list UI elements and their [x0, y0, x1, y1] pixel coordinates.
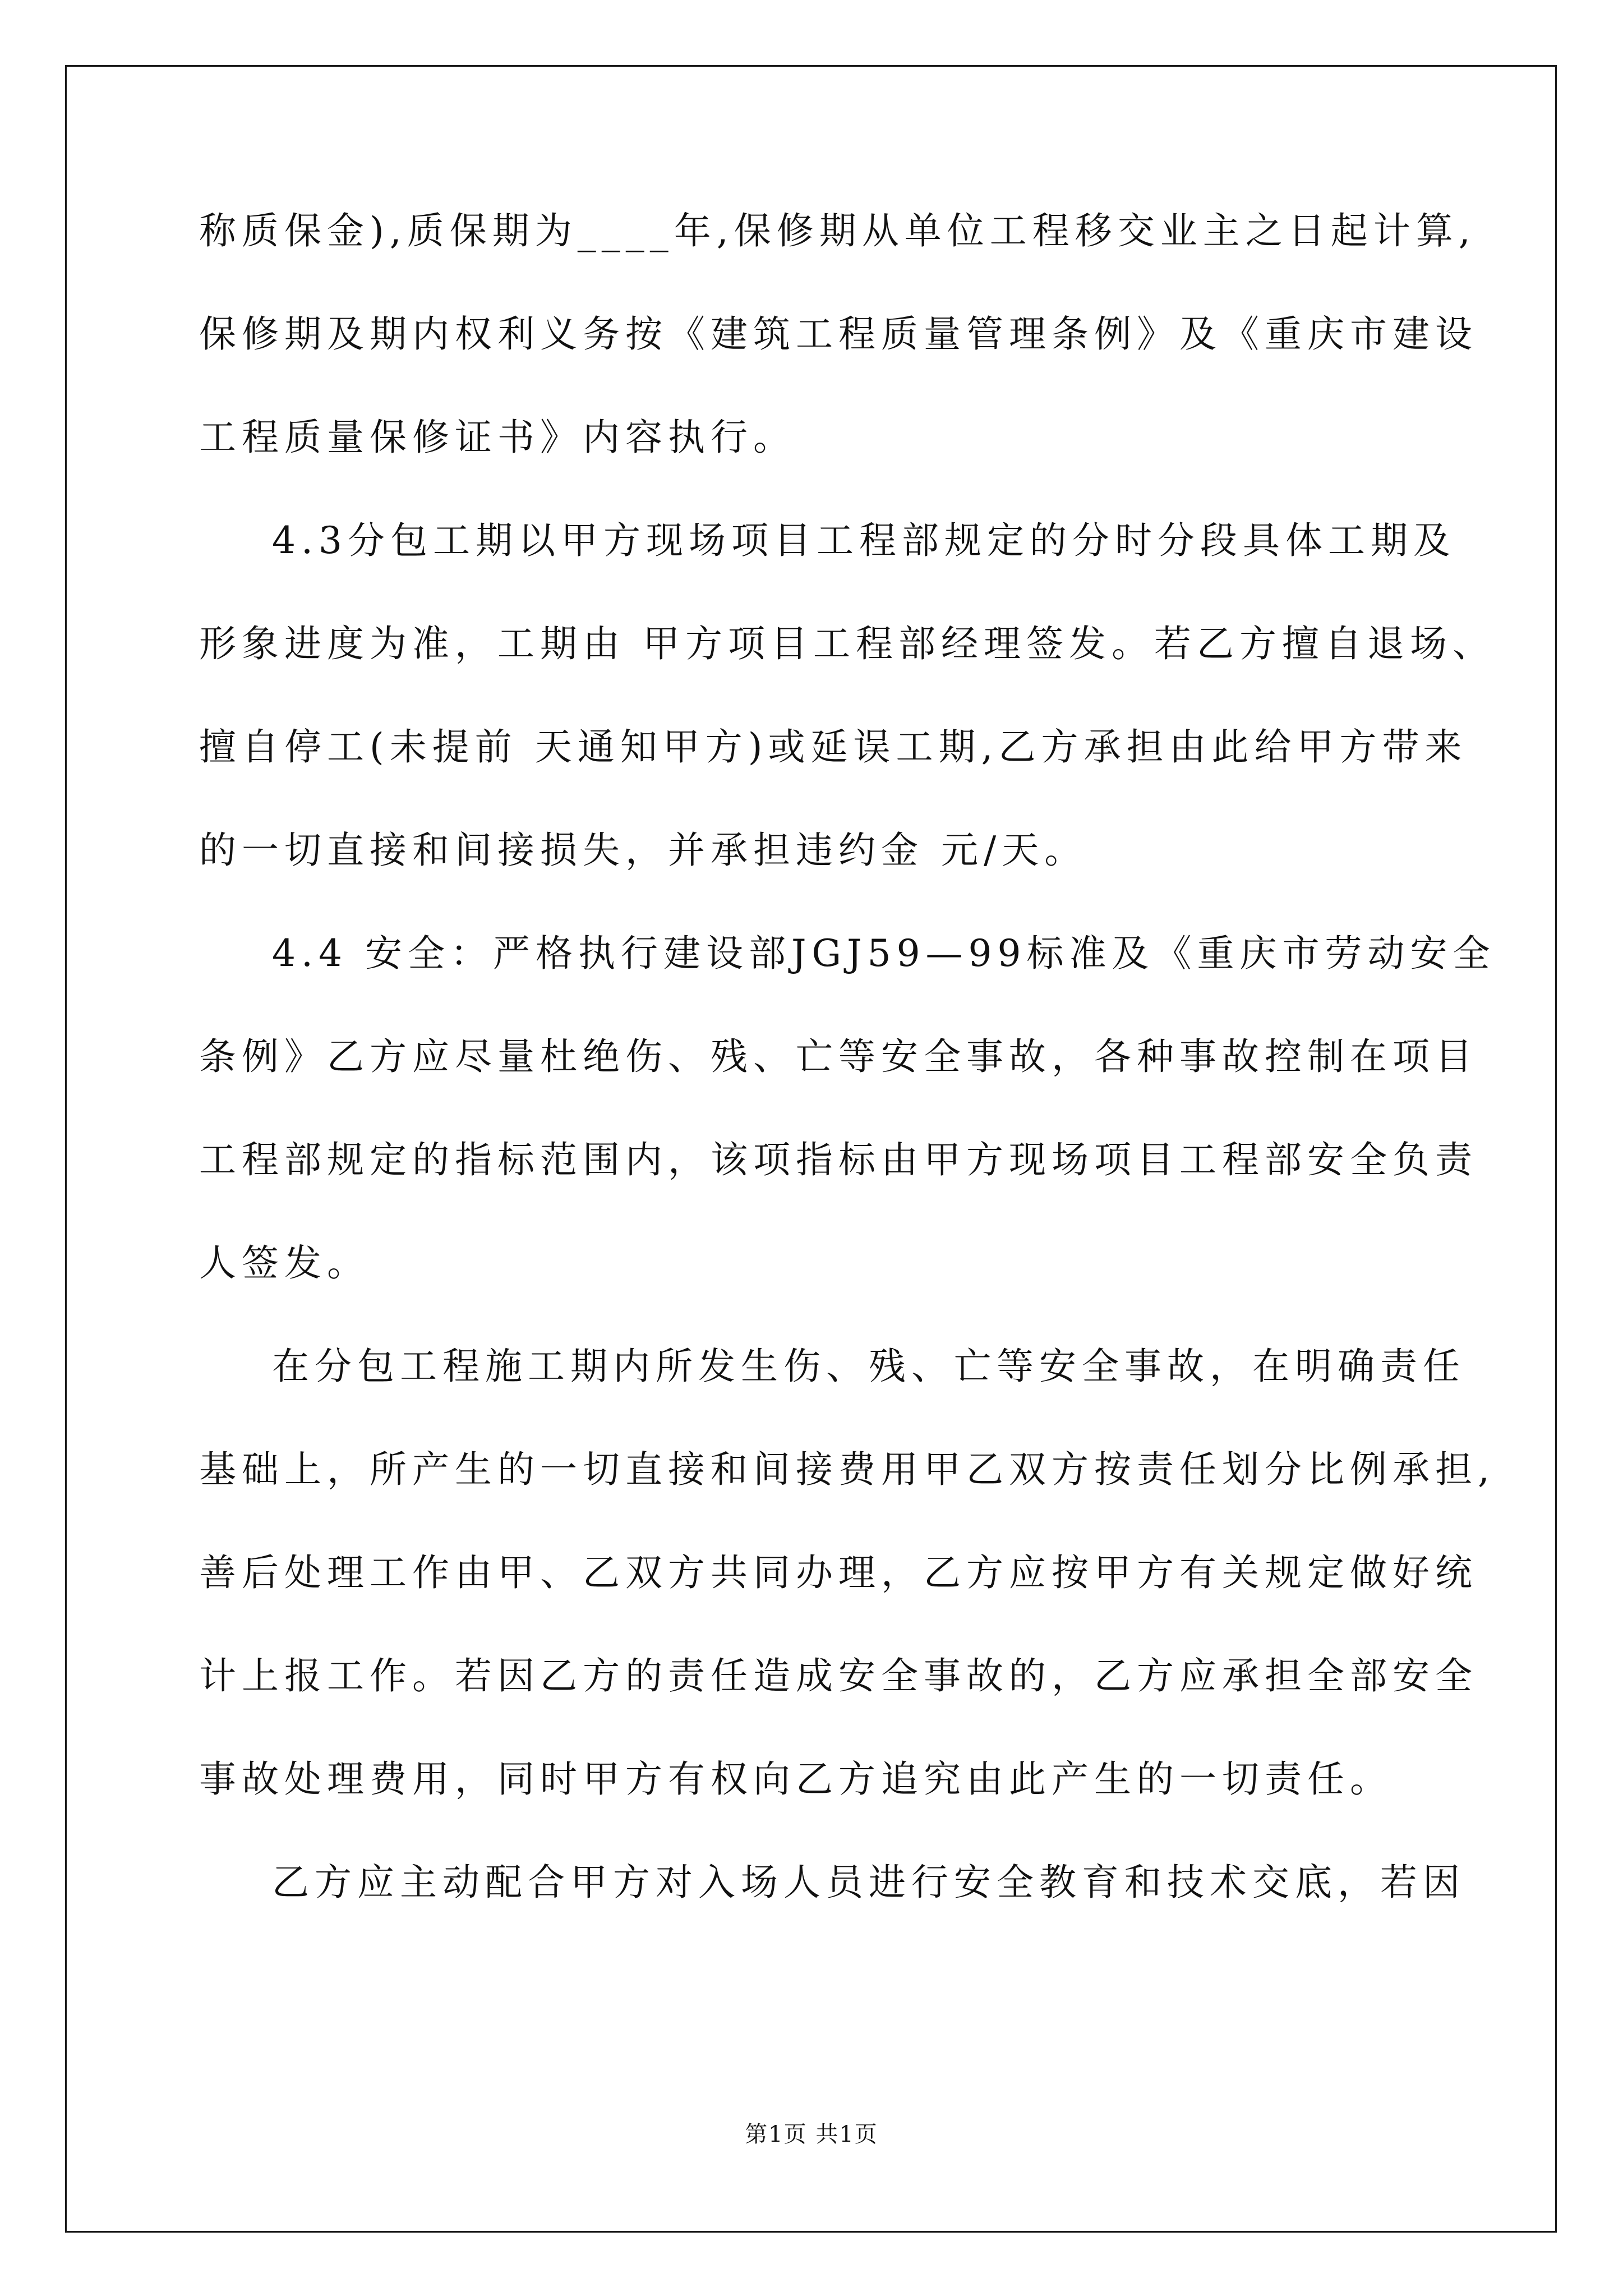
- text-line: 4.4 安全：严格执行建设部JGJ59—99标准及《重庆市劳动安全: [272, 932, 1496, 975]
- text-line: 人签发。: [199, 1241, 370, 1285]
- text-line: 善后处理工作由甲、乙双方共同办理，乙方应按甲方有关规定做好统: [199, 1551, 1478, 1594]
- text-line: 的一切直接和间接损失，并承担违约金 元/天。: [199, 829, 1087, 872]
- text-line: 4.3分包工期以甲方现场项目工程部规定的分时分段具体工期及: [272, 519, 1456, 562]
- text-line: 计上报工作。若因乙方的责任造成安全事故的，乙方应承担全部安全: [199, 1654, 1478, 1697]
- text-line: 工程部规定的指标范围内，该项指标由甲方现场项目工程部安全负责: [199, 1138, 1478, 1181]
- text-line: 称质保金),质保期为____年,保修期从单位工程移交业主之日起计算,: [199, 209, 1476, 252]
- text-line: 形象进度为准，工期由 甲方项目工程部经理签发。若乙方擅自退场、: [199, 622, 1495, 665]
- text-line: 工程质量保修证书》内容执行。: [199, 416, 796, 459]
- text-line: 事故处理费用，同时甲方有权向乙方追究由此产生的一切责任。: [199, 1757, 1393, 1801]
- text-line: 基础上，所产生的一切直接和间接费用甲乙双方按责任划分比例承担,: [199, 1448, 1495, 1491]
- text-line: 擅自停工(未提前 天通知甲方)或延误工期,乙方承担由此给甲方带来: [199, 725, 1468, 769]
- text-line: 条例》乙方应尽量杜绝伤、残、亡等安全事故，各种事故控制在项目: [199, 1035, 1478, 1078]
- page-number: 第1页 共1页: [745, 2122, 878, 2147]
- text-line: 保修期及期内权利义务按《建筑工程质量管理条例》及《重庆市建设: [199, 312, 1478, 356]
- text-line: 乙方应主动配合甲方对入场人员进行安全教育和技术交底，若因: [272, 1861, 1465, 1904]
- text-line: 在分包工程施工期内所发生伤、残、亡等安全事故，在明确责任: [272, 1345, 1465, 1388]
